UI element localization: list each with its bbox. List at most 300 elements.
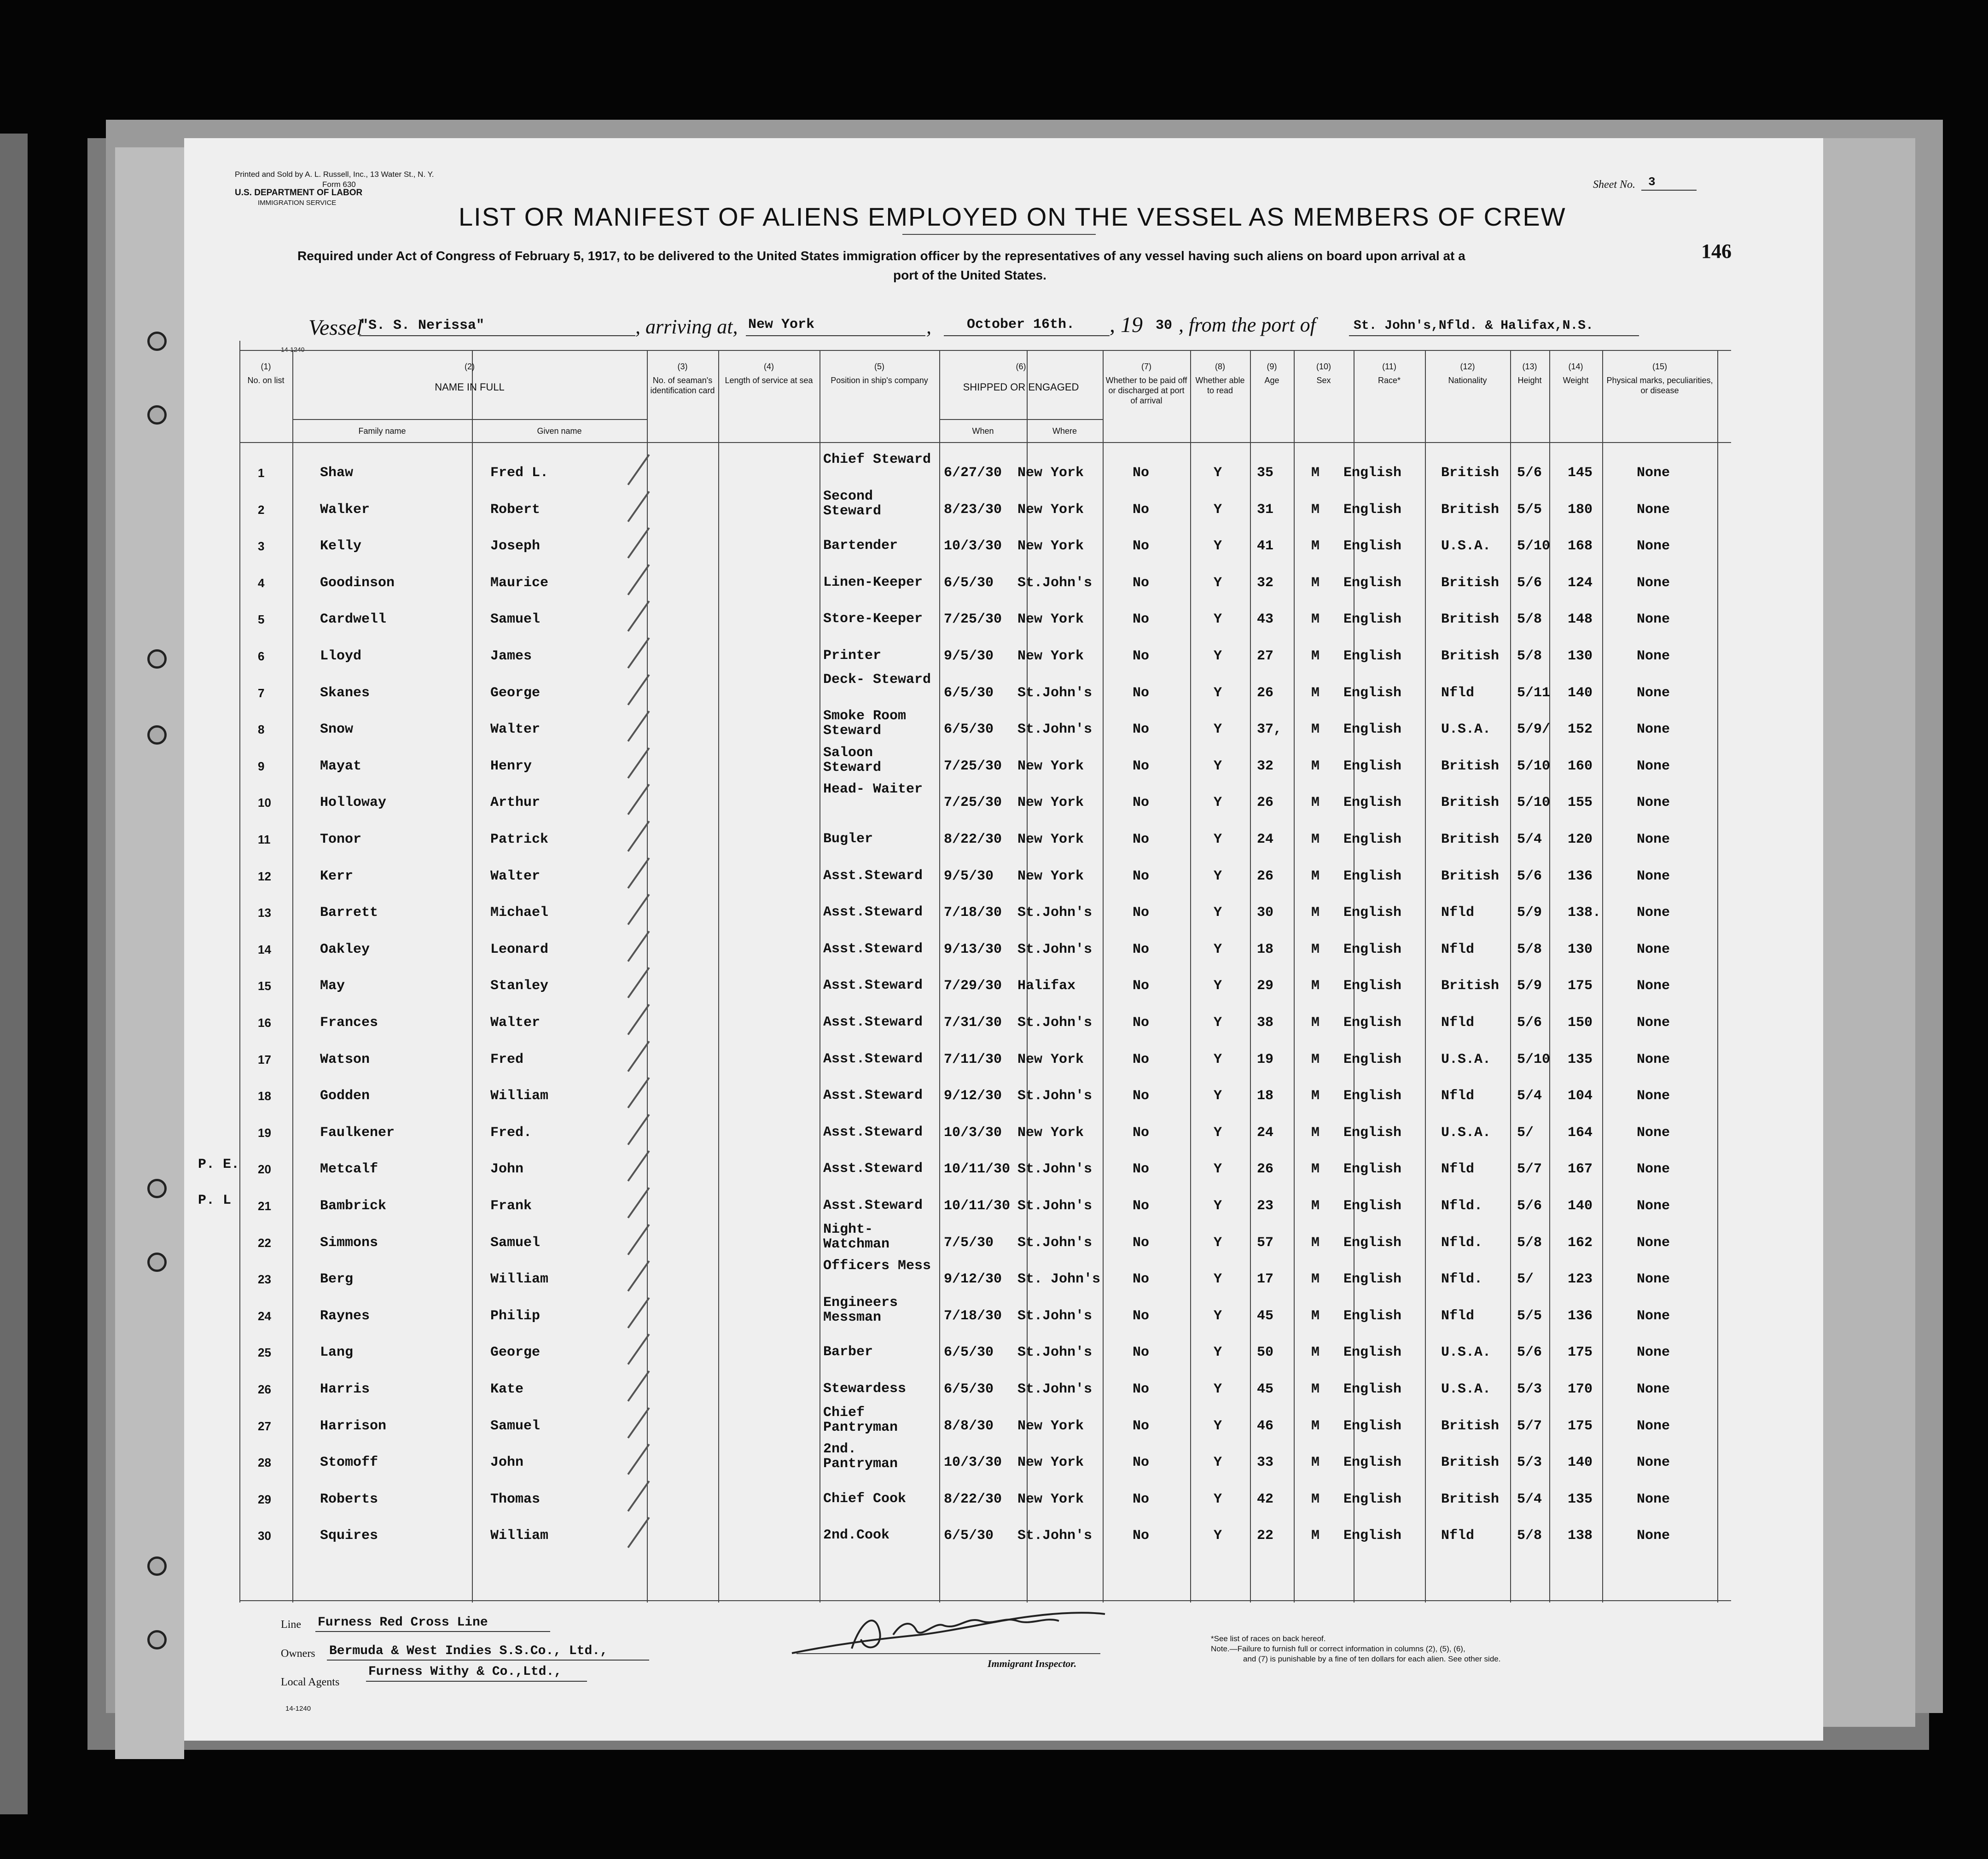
family-name: Squires [320, 1528, 378, 1544]
race: English [1343, 1345, 1402, 1361]
sex: M [1311, 1381, 1320, 1397]
paid-off: No [1133, 1198, 1150, 1214]
column-rule [1717, 350, 1718, 1603]
year-suffix: 30 [1156, 318, 1173, 333]
paid-off: No [1133, 1271, 1150, 1288]
shipped-when: 8/22/30 [944, 1491, 1002, 1507]
age: 26 [1257, 685, 1274, 701]
able-to-read: Y [1214, 905, 1222, 921]
margin-mark-21: P. L [198, 1193, 232, 1208]
race: English [1343, 1491, 1402, 1507]
family-name: Frances [320, 1015, 378, 1031]
weight: 135 [1568, 1051, 1593, 1067]
row-number: 23 [258, 1272, 271, 1287]
nationality: U.S.A. [1441, 722, 1491, 738]
paid-off: No [1133, 1528, 1150, 1544]
agents-value: Furness Withy & Co.,Ltd., [368, 1665, 562, 1679]
column-rule [1250, 350, 1251, 1603]
given-name: Walter [490, 722, 541, 738]
nationality: Nfld. [1441, 1271, 1483, 1288]
family-name: Bambrick [320, 1198, 387, 1214]
given-name: Philip [490, 1308, 541, 1324]
physical-marks: None [1637, 1198, 1670, 1214]
col6-number: (6) [1016, 362, 1026, 371]
age: 24 [1257, 832, 1274, 847]
vessel-name: "S. S. Nerissa" [360, 318, 485, 333]
position: Head- Waiter [823, 781, 923, 798]
race: English [1343, 465, 1402, 481]
physical-marks: None [1637, 1088, 1670, 1104]
shipped-where: New York [1017, 538, 1084, 554]
family-name: Goodinson [320, 575, 395, 591]
sex: M [1311, 1491, 1320, 1507]
column-rule [1549, 350, 1550, 1603]
inspector-rule [796, 1653, 1100, 1654]
race: English [1343, 1455, 1402, 1471]
weight: 162 [1568, 1235, 1593, 1251]
shipped-where: New York [1017, 1125, 1084, 1141]
able-to-read: Y [1214, 868, 1222, 884]
height: 5/9/ [1517, 722, 1551, 738]
height: 5/9 [1517, 978, 1542, 994]
race: English [1343, 978, 1402, 994]
physical-marks: None [1637, 538, 1670, 554]
shipped-when: 10/11/30 [944, 1198, 1011, 1214]
shipped-when: 9/12/30 [944, 1088, 1002, 1104]
race: English [1343, 1381, 1402, 1397]
paid-off: No [1133, 1235, 1150, 1251]
weight: 180 [1568, 501, 1593, 518]
position: Bugler [823, 831, 873, 847]
row-number: 22 [258, 1235, 271, 1250]
height: 5/8 [1517, 612, 1542, 628]
paid-off: No [1133, 832, 1150, 847]
sheet-label: Sheet No. [1593, 179, 1635, 191]
height: 5/8 [1517, 1528, 1542, 1544]
binder-hole [147, 332, 167, 351]
weight: 136 [1568, 1308, 1593, 1324]
shipped-when: 6/5/30 [944, 722, 994, 738]
shipped-when: 7/25/30 [944, 795, 1002, 811]
race: English [1343, 1161, 1402, 1177]
shipped-where: St.John's [1017, 1381, 1093, 1397]
age: 26 [1257, 1161, 1274, 1177]
margin-mark-20: P. E. [198, 1157, 240, 1172]
given-name-header: Given name [537, 426, 582, 436]
shipped-where: St.John's [1017, 1198, 1093, 1214]
shipped-where: New York [1017, 1051, 1084, 1067]
binder-hole [147, 725, 167, 745]
weight: 104 [1568, 1088, 1593, 1104]
sex: M [1311, 1235, 1320, 1251]
able-to-read: Y [1214, 1308, 1222, 1324]
shipped-where: New York [1017, 795, 1084, 811]
physical-marks: None [1637, 1125, 1670, 1141]
department-name: U.S. DEPARTMENT OF LABOR [235, 188, 363, 198]
nationality: British [1441, 465, 1500, 481]
able-to-read: Y [1214, 501, 1222, 518]
family-name: Shaw [320, 465, 354, 481]
paid-off: No [1133, 868, 1150, 884]
age: 27 [1257, 648, 1274, 664]
table-bottom-rule [239, 1600, 1731, 1601]
able-to-read: Y [1214, 1088, 1222, 1104]
position: Asst.Steward [823, 1014, 923, 1030]
row-number: 8 [258, 723, 265, 737]
race: English [1343, 1015, 1402, 1031]
position: Asst.Steward [823, 904, 923, 921]
shipped-when: 7/31/30 [944, 1015, 1002, 1031]
col11-header: Race* [1378, 376, 1401, 385]
sex: M [1311, 648, 1320, 664]
height: 5/6 [1517, 575, 1542, 591]
sex: M [1311, 501, 1320, 518]
col7-number: (7) [1141, 362, 1151, 371]
col6-header: SHIPPED OR ENGAGED [963, 381, 1079, 393]
given-name: Arthur [490, 795, 541, 811]
physical-marks: None [1637, 648, 1670, 664]
shipped-when: 8/22/30 [944, 832, 1002, 847]
paid-off: No [1133, 1418, 1150, 1434]
column-rule [1510, 350, 1511, 1603]
weight: 123 [1568, 1271, 1593, 1288]
nationality: U.S.A. [1441, 1051, 1491, 1067]
nationality: British [1441, 575, 1500, 591]
able-to-read: Y [1214, 832, 1222, 847]
column-rule [292, 350, 293, 1603]
able-to-read: Y [1214, 941, 1222, 957]
height: 5/7 [1517, 1161, 1542, 1177]
position: Printer [823, 648, 882, 664]
given-name: William [490, 1088, 549, 1104]
family-name: Lang [320, 1345, 354, 1361]
paid-off: No [1133, 978, 1150, 994]
given-name: Fred [490, 1051, 524, 1067]
col3-header: No. of seaman's identification card [650, 376, 715, 395]
shipped-when: 9/5/30 [944, 648, 994, 664]
nationality: British [1441, 832, 1500, 847]
able-to-read: Y [1214, 1491, 1222, 1507]
race: English [1343, 722, 1402, 738]
shipped-when: 6/27/30 [944, 465, 1002, 481]
position: Stewardess [823, 1381, 907, 1397]
from-label: , from the port of [1179, 314, 1316, 336]
col5-number: (5) [874, 362, 884, 371]
weight: 160 [1568, 758, 1593, 774]
nationality: Nfld. [1441, 1235, 1483, 1251]
row-number: 5 [258, 612, 265, 627]
nationality: Nfld [1441, 1088, 1475, 1104]
printer-line: Printed and Sold by A. L. Russell, Inc., 13 Water St., N. Y. [235, 170, 434, 179]
able-to-read: Y [1214, 1161, 1222, 1177]
column-rule [718, 350, 719, 1603]
height: 5/10 [1517, 1051, 1551, 1067]
family-name: Tonor [320, 832, 362, 847]
nationality: U.S.A. [1441, 1381, 1491, 1397]
race: English [1343, 1051, 1402, 1067]
note-races: *See list of races on back hereof. [1211, 1634, 1326, 1643]
position: 2nd. Pantryman [823, 1441, 898, 1472]
sex: M [1311, 1198, 1320, 1214]
col4-header: Length of service at sea [725, 376, 813, 385]
nationality: British [1441, 978, 1500, 994]
shipped-where: St.John's [1017, 1088, 1093, 1104]
position: Asst.Steward [823, 941, 923, 957]
given-name: Michael [490, 905, 549, 921]
given-name: Walter [490, 868, 541, 884]
able-to-read: Y [1214, 1271, 1222, 1288]
nationality: U.S.A. [1441, 1125, 1491, 1141]
given-name: William [490, 1271, 549, 1288]
physical-marks: None [1637, 868, 1670, 884]
weight: 152 [1568, 722, 1593, 738]
shipped-where: St.John's [1017, 905, 1093, 921]
race: English [1343, 612, 1402, 628]
row-number: 3 [258, 539, 265, 554]
col1-number: (1) [261, 362, 271, 371]
position: Chief Pantryman [823, 1404, 898, 1435]
weight: 140 [1568, 1198, 1593, 1214]
given-name: Frank [490, 1198, 532, 1214]
family-name: Skanes [320, 685, 370, 701]
sex: M [1311, 685, 1320, 701]
shipped-where: New York [1017, 758, 1084, 774]
binder-hole [147, 1253, 167, 1272]
age: 23 [1257, 1198, 1274, 1214]
group-header-rule [939, 419, 1103, 420]
family-name: Godden [320, 1088, 370, 1104]
family-name: Walker [320, 501, 370, 518]
sub-column-rule [472, 419, 473, 1603]
able-to-read: Y [1214, 1381, 1222, 1397]
family-name: Harrison [320, 1418, 387, 1434]
age: 26 [1257, 868, 1274, 884]
title-rule [902, 234, 1096, 235]
owners-underline [327, 1660, 649, 1661]
paid-off: No [1133, 758, 1150, 774]
shipped-when: 10/3/30 [944, 1455, 1002, 1471]
physical-marks: None [1637, 1418, 1670, 1434]
position: Smoke Room Steward [823, 708, 907, 739]
position: Second Steward [823, 488, 882, 519]
position: Saloon Steward [823, 745, 882, 775]
family-name: Watson [320, 1051, 370, 1067]
shipped-where: New York [1017, 465, 1084, 481]
shipped-where: New York [1017, 868, 1084, 884]
physical-marks: None [1637, 1235, 1670, 1251]
race: English [1343, 868, 1402, 884]
col13-header: Height [1517, 376, 1542, 385]
able-to-read: Y [1214, 795, 1222, 811]
given-name: Henry [490, 758, 532, 774]
shipped-when: 6/5/30 [944, 1381, 994, 1397]
given-name: John [490, 1161, 524, 1177]
family-name: Kelly [320, 538, 362, 554]
row-number: 15 [258, 979, 271, 993]
shipped-when: 7/29/30 [944, 978, 1002, 994]
col11-number: (11) [1382, 362, 1396, 371]
where-header: Where [1052, 426, 1077, 436]
form-code: 14-1240 [281, 346, 305, 353]
shipped-when: 7/18/30 [944, 905, 1002, 921]
position: Barber [823, 1344, 873, 1360]
age: 42 [1257, 1491, 1274, 1507]
shipped-when: 9/12/30 [944, 1271, 1002, 1288]
background-page-right [1823, 138, 1915, 1727]
shipped-where: St.John's [1017, 722, 1093, 738]
row-number: 21 [258, 1199, 271, 1213]
nationality: U.S.A. [1441, 1345, 1491, 1361]
sex: M [1311, 1088, 1320, 1104]
position: Asst.Steward [823, 1198, 923, 1213]
weight: 140 [1568, 685, 1593, 701]
paid-off: No [1133, 501, 1150, 518]
age: 29 [1257, 978, 1274, 994]
row-number: 7 [258, 686, 265, 700]
weight: 140 [1568, 1455, 1593, 1471]
weight: 138 [1568, 1528, 1593, 1544]
able-to-read: Y [1214, 1345, 1222, 1361]
height: 5/4 [1517, 832, 1542, 847]
position: Asst.Steward [823, 1088, 923, 1104]
age: 18 [1257, 1088, 1274, 1104]
sex: M [1311, 575, 1320, 591]
able-to-read: Y [1214, 1125, 1222, 1141]
paid-off: No [1133, 1345, 1150, 1361]
col9-header: Age [1264, 376, 1279, 385]
paid-off: No [1133, 941, 1150, 957]
race: English [1343, 1271, 1402, 1288]
height: 5/6 [1517, 868, 1542, 884]
column-rule [1190, 350, 1191, 1603]
row-number: 16 [258, 1016, 271, 1030]
given-name: Samuel [490, 612, 541, 628]
age: 17 [1257, 1271, 1274, 1288]
year-prefix: , 19 [1110, 313, 1143, 337]
position: Chief Steward [823, 452, 931, 467]
weight: 175 [1568, 1345, 1593, 1361]
paid-off: No [1133, 905, 1150, 921]
able-to-read: Y [1214, 648, 1222, 664]
column-rule [1425, 350, 1426, 1603]
line-value: Furness Red Cross Line [318, 1615, 488, 1630]
col8-header: Whether able to read [1195, 376, 1245, 395]
given-name: Fred L. [490, 465, 549, 481]
sex: M [1311, 1345, 1320, 1361]
shipped-where: New York [1017, 1491, 1084, 1507]
from-port: St. John's,Nfld. & Halifax,N.S. [1354, 319, 1593, 333]
paid-off: No [1133, 648, 1150, 664]
given-name: Patrick [490, 832, 549, 847]
paid-off: No [1133, 1051, 1150, 1067]
height: 5/6 [1517, 465, 1542, 481]
sex: M [1311, 832, 1320, 847]
family-name: Raynes [320, 1308, 370, 1324]
given-name: Fred. [490, 1125, 532, 1141]
able-to-read: Y [1214, 722, 1222, 738]
binder-hole [147, 649, 167, 669]
paid-off: No [1133, 575, 1150, 591]
physical-marks: None [1637, 1051, 1670, 1067]
paid-off: No [1133, 1455, 1150, 1471]
sex: M [1311, 978, 1320, 994]
weight: 164 [1568, 1125, 1593, 1141]
column-rule [1602, 350, 1603, 1603]
nationality: British [1441, 648, 1500, 664]
shipped-when: 7/11/30 [944, 1051, 1002, 1067]
shipped-when: 7/5/30 [944, 1235, 994, 1251]
family-name: Holloway [320, 795, 387, 811]
position: Officers Mess [823, 1258, 931, 1274]
sex: M [1311, 1161, 1320, 1177]
able-to-read: Y [1214, 758, 1222, 774]
given-name: John [490, 1455, 524, 1471]
nationality: Nfld [1441, 1528, 1475, 1544]
row-number: 24 [258, 1309, 271, 1323]
age: 41 [1257, 538, 1274, 554]
family-name: Faulkener [320, 1125, 395, 1141]
nationality: British [1441, 795, 1500, 811]
physical-marks: None [1637, 1161, 1670, 1177]
paid-off: No [1133, 465, 1150, 481]
physical-marks: None [1637, 1528, 1670, 1544]
given-name: Kate [490, 1381, 524, 1397]
col7-header: Whether to be paid off or discharged at port of arrival [1105, 376, 1187, 405]
paid-off: No [1133, 795, 1150, 811]
paid-off: No [1133, 1308, 1150, 1324]
age: 50 [1257, 1345, 1274, 1361]
physical-marks: None [1637, 612, 1670, 628]
nationality: British [1441, 868, 1500, 884]
height: 5/6 [1517, 1345, 1542, 1361]
vessel-label: Vessel [308, 315, 363, 340]
able-to-read: Y [1214, 575, 1222, 591]
height: 5/10 [1517, 758, 1551, 774]
shipped-where: St.John's [1017, 1528, 1093, 1544]
physical-marks: None [1637, 1345, 1670, 1361]
owners-label: Owners [281, 1648, 315, 1660]
sex: M [1311, 758, 1320, 774]
nationality: Nfld. [1441, 1198, 1483, 1214]
row-number: 14 [258, 942, 271, 956]
row-number: 25 [258, 1346, 271, 1360]
given-name: Walter [490, 1015, 541, 1031]
height: 5/10 [1517, 795, 1551, 811]
race: English [1343, 1125, 1402, 1141]
race: English [1343, 832, 1402, 847]
age: 18 [1257, 941, 1274, 957]
arrival-date: October 16th. [967, 317, 1075, 332]
col12-header: Nationality [1448, 376, 1487, 385]
able-to-read: Y [1214, 1198, 1222, 1214]
sex: M [1311, 1125, 1320, 1141]
subtitle-line2: port of the United States. [893, 268, 1046, 282]
weight: 175 [1568, 978, 1593, 994]
shipped-where: New York [1017, 1455, 1084, 1471]
shipped-when: 6/5/30 [944, 1345, 994, 1361]
from-underline [1349, 335, 1639, 336]
row-number: 17 [258, 1052, 271, 1066]
physical-marks: None [1637, 1491, 1670, 1507]
arriving-label: , arriving at, [635, 315, 738, 338]
row-number: 19 [258, 1125, 271, 1140]
weight: 175 [1568, 1418, 1593, 1434]
column-rule [939, 350, 940, 1603]
race: English [1343, 538, 1402, 554]
age: 45 [1257, 1308, 1274, 1324]
paid-off: No [1133, 1088, 1150, 1104]
when-header: When [972, 426, 994, 436]
